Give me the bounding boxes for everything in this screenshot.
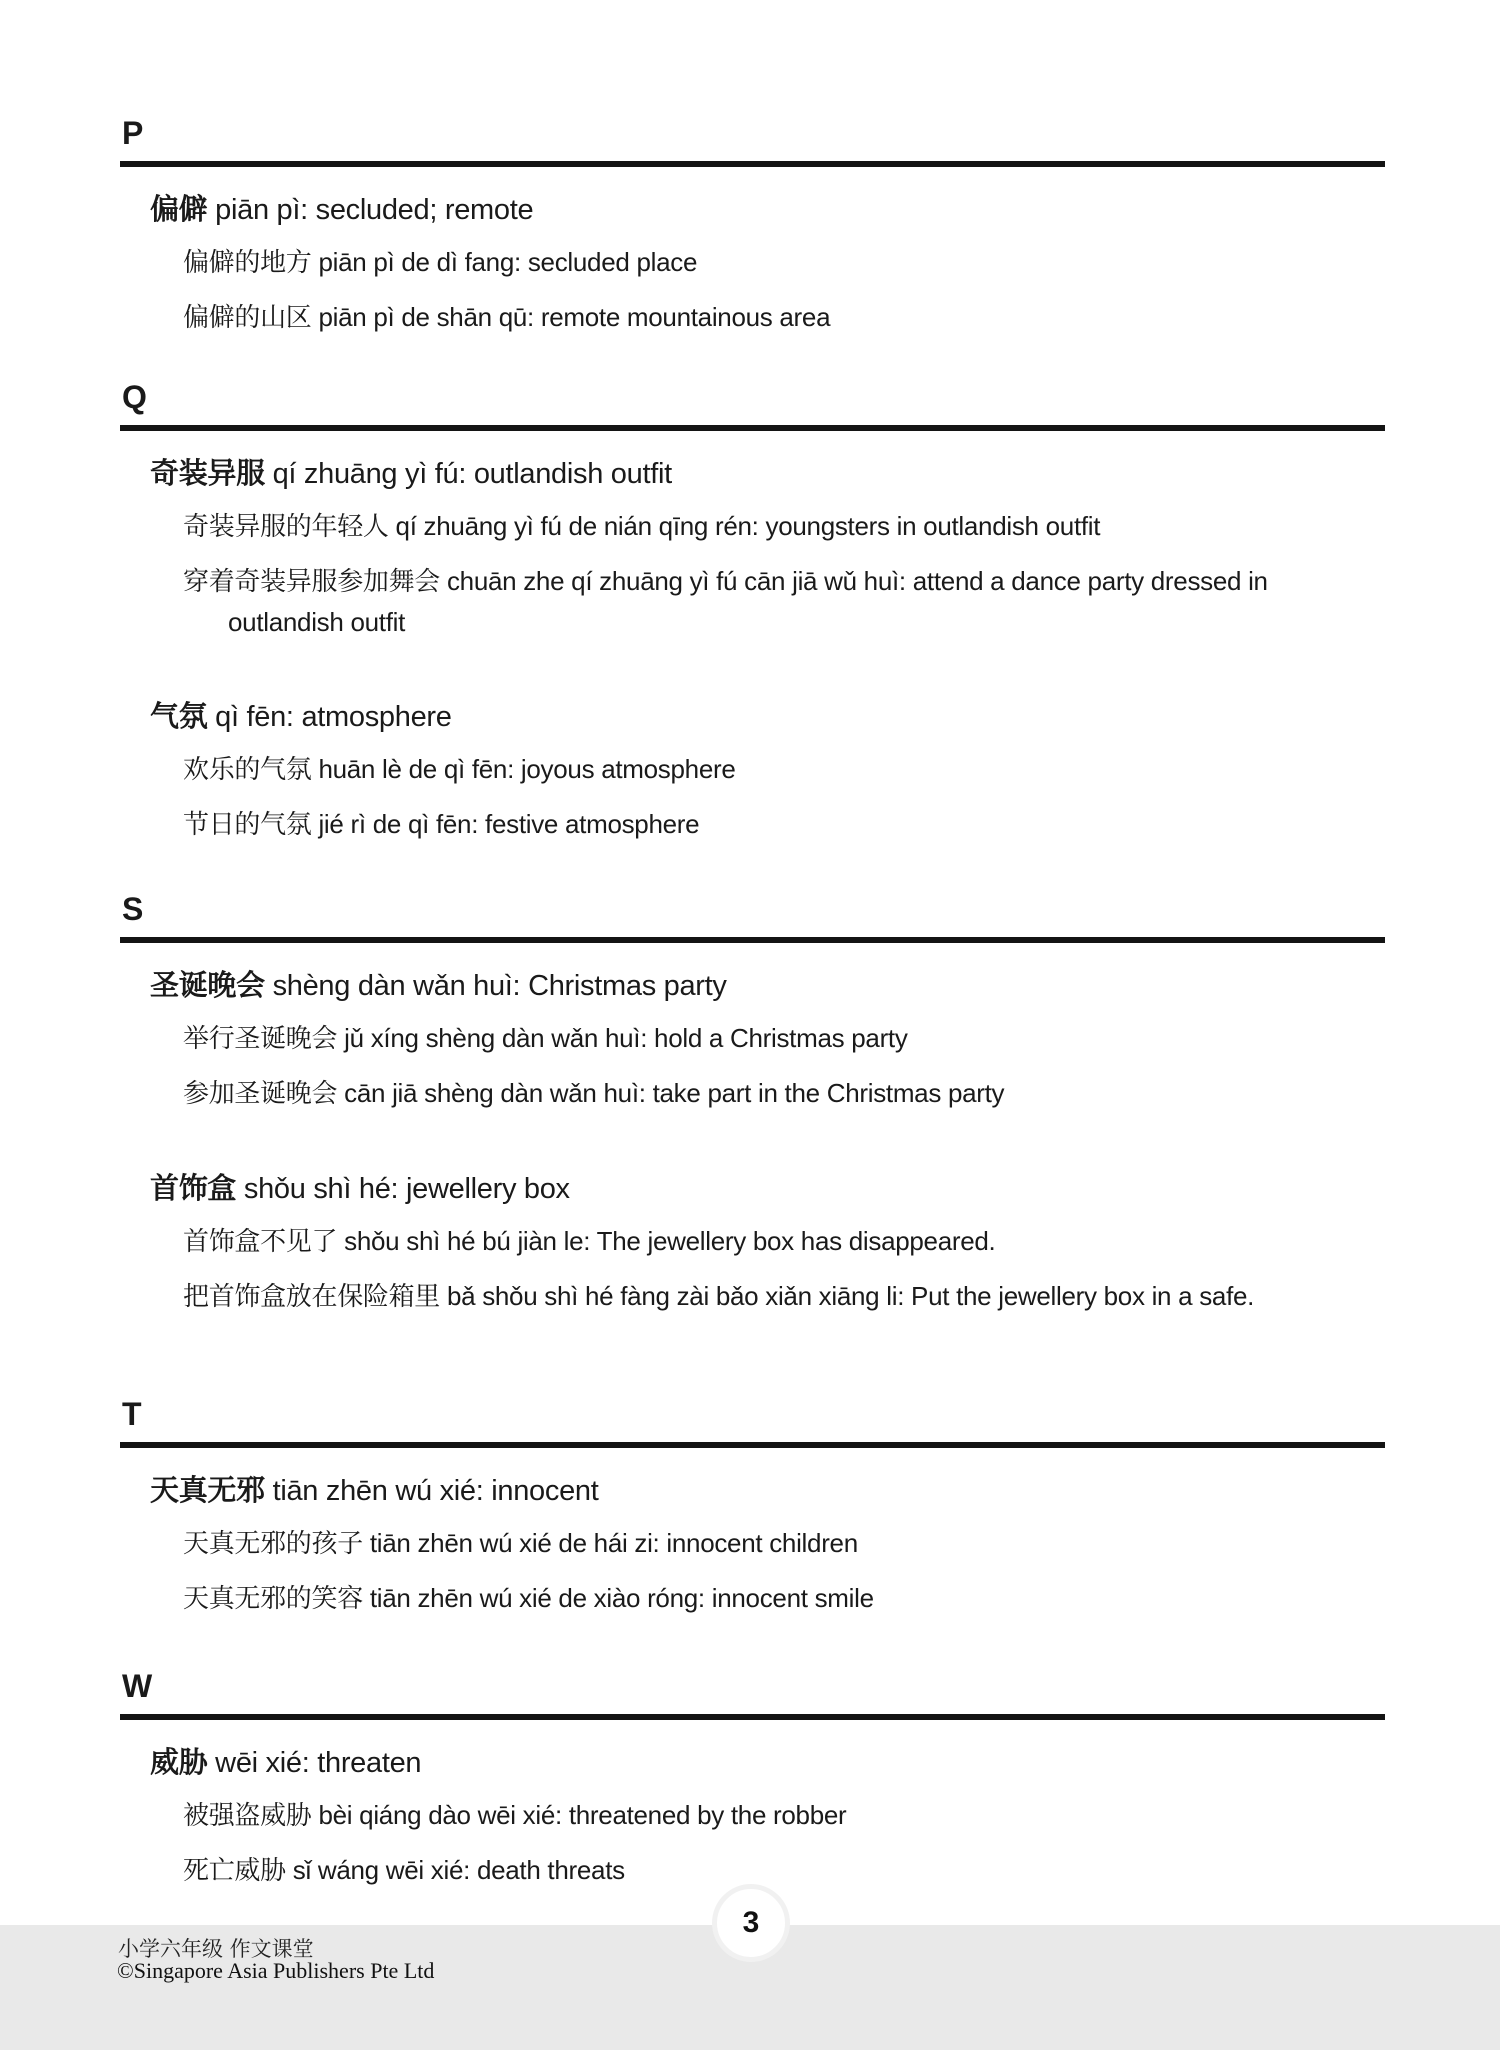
glossary-entry: [120, 457, 1385, 642]
footer-copyright: ©Singapore Asia Publishers Pte Ltd: [117, 1958, 435, 1983]
section-Q: [120, 381, 1385, 845]
glossary-entry: [120, 700, 1385, 845]
entry-headword: [150, 457, 1385, 492]
entry-headword: [150, 969, 1385, 1004]
example-chinese: 被强盗威胁: [183, 1801, 312, 1831]
example-chinese: 偏僻的山区: [183, 303, 312, 333]
section-letter: P: [122, 115, 145, 151]
example-pinyin-gloss: piān pì de dì fang: secluded place: [318, 247, 698, 277]
entry-headword: [150, 1474, 1385, 1509]
headword-pinyin-gloss: qì fēn: atmosphere: [215, 701, 452, 733]
headword-pinyin-gloss: piān pì: secluded; remote: [215, 194, 534, 226]
section-rule: [120, 1442, 1385, 1448]
example-chinese: 欢乐的气氛: [183, 755, 312, 785]
page-number-badge: [712, 1884, 790, 1962]
example-chinese: 死亡威胁: [183, 1856, 286, 1886]
headword-pinyin-gloss: wēi xié: threaten: [215, 1747, 422, 1779]
example-line: [120, 506, 1385, 547]
section-rule: [120, 1714, 1385, 1720]
entry-headword: [150, 193, 1385, 228]
section-T: [120, 1398, 1385, 1619]
example-chinese: 穿着奇装异服参加舞会: [183, 567, 441, 597]
example-line: [120, 242, 1385, 283]
section-letter: Q: [122, 379, 148, 415]
example-line: [120, 297, 1385, 338]
glossary-entry: [120, 969, 1385, 1114]
entry-headword: [150, 1746, 1385, 1781]
example-line: [120, 1523, 1385, 1564]
example-chinese: 参加圣诞晚会: [183, 1079, 338, 1109]
example-line: [120, 561, 1385, 642]
headword-chinese: 威胁: [150, 1747, 208, 1779]
section-letter: S: [122, 891, 145, 927]
section-letter: W: [122, 1668, 154, 1704]
example-chinese: 举行圣诞晚会: [183, 1024, 338, 1054]
example-pinyin-gloss: sǐ wáng wēi xié: death threats: [292, 1855, 625, 1885]
example-pinyin-gloss: huān lè de qì fēn: joyous atmosphere: [318, 754, 736, 784]
entry-headword: [150, 700, 1385, 735]
example-line: [120, 1795, 1385, 1836]
section-S: [120, 893, 1385, 1317]
section-W: [120, 1670, 1385, 1891]
example-chinese: 节日的气氛: [183, 810, 312, 840]
example-pinyin-gloss: jié rì de qì fēn: festive atmosphere: [318, 809, 700, 839]
example-chinese: 把首饰盒放在保险箱里: [183, 1282, 441, 1312]
example-line: [120, 1073, 1385, 1114]
example-chinese: 天真无邪的孩子: [183, 1529, 363, 1559]
example-line: [120, 804, 1385, 845]
headword-chinese: 偏僻: [150, 194, 208, 226]
section-rule: [120, 425, 1385, 431]
example-pinyin-gloss: jǔ xíng shèng dàn wǎn huì: hold a Christmas party: [344, 1023, 908, 1053]
example-line: [120, 1578, 1385, 1619]
section-letter: T: [122, 1396, 143, 1432]
section-rule: [120, 937, 1385, 943]
headword-pinyin-gloss: tiān zhēn wú xié: innocent: [272, 1475, 599, 1507]
example-pinyin-gloss: cān jiā shèng dàn wǎn huì: take part in the Christmas party: [344, 1078, 1005, 1108]
example-line: [120, 1221, 1385, 1262]
glossary-entry: [120, 193, 1385, 338]
example-line: [120, 1276, 1385, 1317]
footer-series-title: 小学六年级 作文课堂: [118, 1937, 314, 1961]
headword-pinyin-gloss: shèng dàn wǎn huì: Christmas party: [272, 970, 727, 1002]
example-pinyin-gloss: tiān zhēn wú xié de xiào róng: innocent smile: [369, 1583, 874, 1613]
entry-headword: [150, 1172, 1385, 1207]
example-pinyin-gloss: bǎ shǒu shì hé fàng zài bǎo xiǎn xiāng li: Put the jewellery box in a safe.: [446, 1281, 1255, 1311]
example-chinese: 天真无邪的笑容: [183, 1584, 363, 1614]
headword-chinese: 圣诞晚会: [150, 970, 265, 1002]
example-chinese: 偏僻的地方: [183, 248, 312, 278]
glossary-entry: [120, 1746, 1385, 1891]
example-line: [120, 749, 1385, 790]
headword-pinyin-gloss: shǒu shì hé: jewellery box: [243, 1173, 570, 1205]
headword-chinese: 奇装异服: [150, 458, 265, 490]
example-pinyin-gloss: tiān zhēn wú xié de hái zi: innocent children: [369, 1528, 858, 1558]
headword-pinyin-gloss: qí zhuāng yì fú: outlandish outfit: [272, 458, 672, 490]
example-pinyin-gloss: qí zhuāng yì fú de nián qīng rén: youngsters in outlandish outfit: [395, 511, 1101, 541]
headword-chinese: 气氛: [150, 701, 208, 733]
glossary-entry: [120, 1172, 1385, 1317]
section-rule: [120, 161, 1385, 167]
section-P: [120, 117, 1385, 338]
example-chinese: 首饰盒不见了: [183, 1227, 338, 1257]
page-number: 3: [742, 1906, 760, 1939]
glossary-entry: [120, 1474, 1385, 1619]
example-pinyin-gloss: chuān zhe qí zhuāng yì fú cān jiā wǔ huì: attend a dance party dressed in outlandish outfit: [228, 566, 1268, 637]
headword-chinese: 首饰盒: [150, 1173, 237, 1205]
example-chinese: 奇装异服的年轻人: [183, 512, 389, 542]
example-pinyin-gloss: bèi qiáng dào wēi xié: threatened by the robber: [318, 1800, 847, 1830]
example-pinyin-gloss: shǒu shì hé bú jiàn le: The jewellery box has disappeared.: [344, 1226, 996, 1256]
headword-chinese: 天真无邪: [150, 1475, 265, 1507]
example-pinyin-gloss: piān pì de shān qū: remote mountainous area: [318, 302, 831, 332]
example-line: [120, 1018, 1385, 1059]
